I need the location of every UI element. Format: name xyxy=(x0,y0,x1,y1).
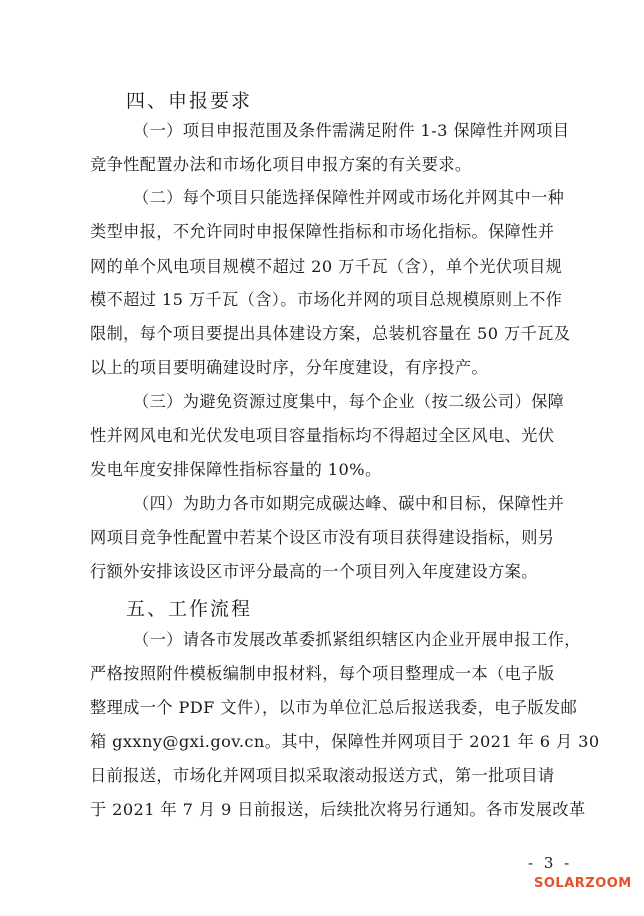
text-line: 箱 gxxny@gxi.gov.cn。其中，保障性并网项目于 2021 年 6 月 30 xyxy=(90,732,600,751)
text-line: 以上的项目要明确建设时序，分年度建设，有序投产。 xyxy=(90,358,489,377)
text-line: 日前报送，市场化并网项目拟采取滚动报送方式，第一批项目请 xyxy=(90,766,555,785)
text-line: 整理成一个 PDF 文件），以市为单位汇总后报送我委，电子版发邮 xyxy=(90,698,578,717)
text-line: （四）为助力各市如期完成碳达峰、碳中和目标，保障性并 xyxy=(133,494,565,513)
text-line: 发电年度安排保障性指标容量的 10%。 xyxy=(90,460,382,479)
text-line: 网项目竞争性配置中若某个设区市没有项目获得建设指标，则另 xyxy=(90,528,555,547)
section-heading-requirements: 四、申报要求 xyxy=(126,90,253,112)
text-line: 于 2021 年 7 月 9 日前报送，后续批次将另行通知。各市发展改革 xyxy=(90,800,586,819)
text-line: 模不超过 15 万千瓦（含）。市场化并网的项目总规模原则上不作 xyxy=(90,290,563,309)
text-line: （三）为避免资源过度集中，每个企业（按二级公司）保障 xyxy=(133,392,565,411)
text-line: 竞争性配置办法和市场化项目申报方案的有关要求。 xyxy=(90,155,472,174)
text-line: 行额外安排该设区市评分最高的一个项目列入年度建设方案。 xyxy=(90,562,538,581)
page-number: - 3 - xyxy=(528,854,573,872)
text-line: （一）项目申报范围及条件需满足附件 1-3 保障性并网项目 xyxy=(133,121,570,140)
text-line: 性并网风电和光伏发电项目容量指标均不得超过全区风电、光伏 xyxy=(90,426,555,445)
text-line: （一）请各市发展改革委抓紧组织辖区内企业开展申报工作， xyxy=(133,630,581,649)
section-heading-workflow: 五、工作流程 xyxy=(126,598,253,620)
text-line: 严格按照附件模板编制申报材料，每个项目整理成一本（电子版 xyxy=(90,664,555,683)
watermark-logo: SOLARZOOM xyxy=(534,876,632,891)
text-line: 网的单个风电项目规模不超过 20 万千瓦（含），单个光伏项目规 xyxy=(90,257,563,276)
text-line: （二）每个项目只能选择保障性并网或市场化并网其中一种 xyxy=(133,188,565,207)
text-line: 限制，每个项目要提出具体建设方案，总装机容量在 50 万千瓦及 xyxy=(90,324,571,343)
text-line: 类型申报，不允许同时申报保障性指标和市场化指标。保障性并 xyxy=(90,222,555,241)
